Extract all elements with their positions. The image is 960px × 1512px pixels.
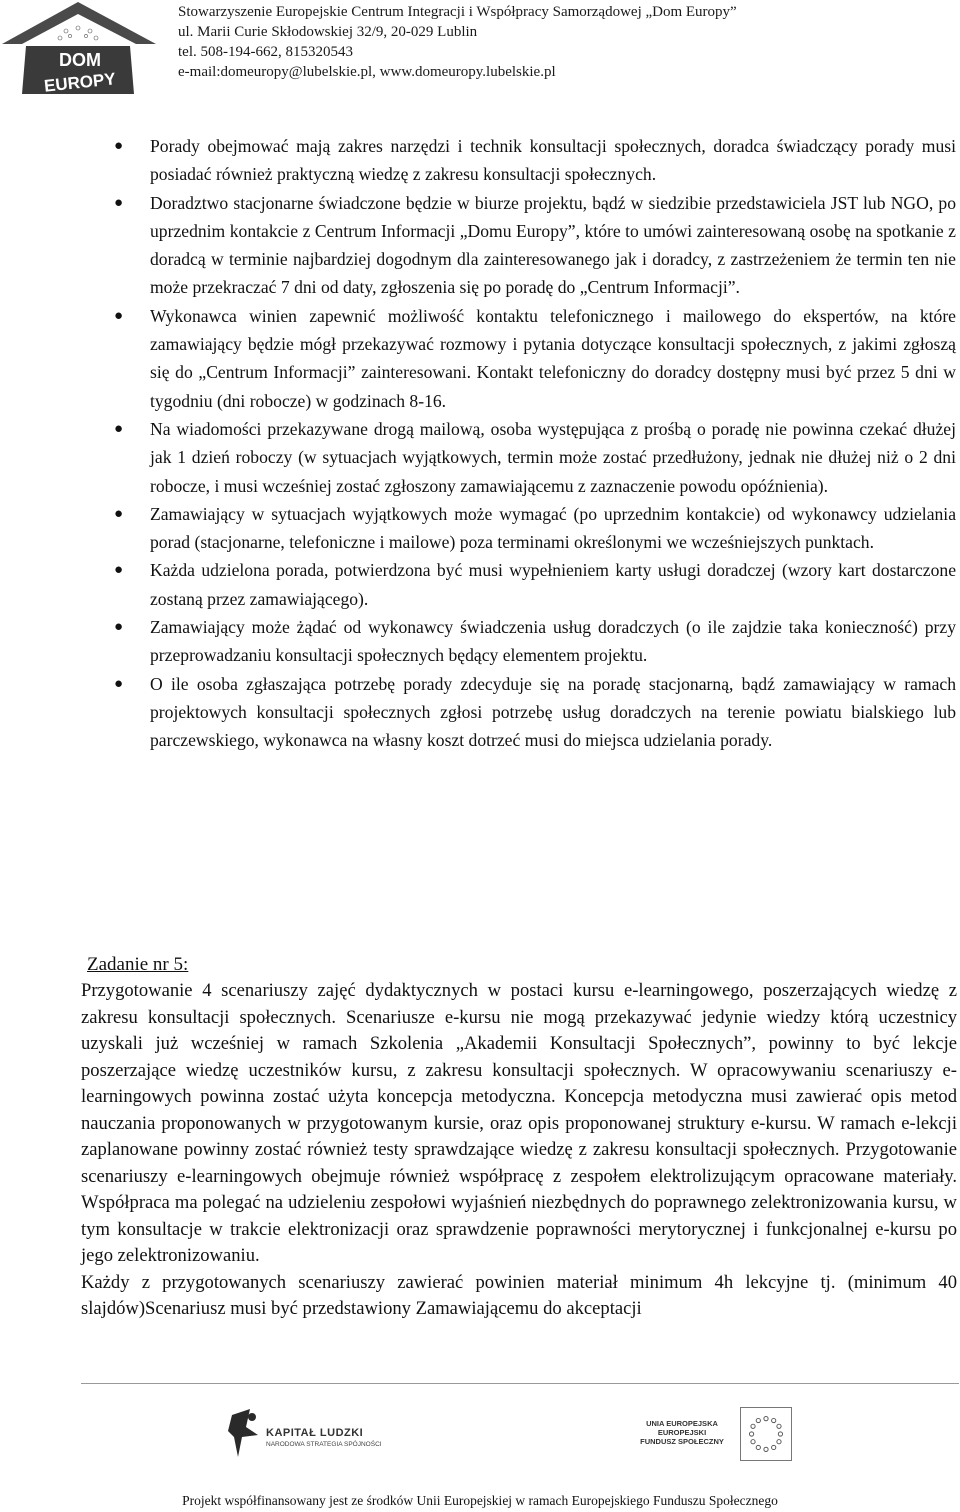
list-item: ● Zamawiający może żądać od wykonawcy świadczenia usług doradczych (o ile zajdzie taka konieczność) przy przeprowadzaniu konsultacji społecznych będący elementem projektu. bbox=[150, 613, 956, 670]
task-description: Przygotowanie 4 scenariuszy zajęć dydaktycznych w postaci kursu e-learningowego, poszerzających wiedzę z zakresu konsultacji społecznych. Scenariusze e-kursu nie mogą przekazywać jedynie wiedzy którą uczestnicy uzyskali już wcześniej w ramach Szkolenia „Akademii Konsultacji Społecznych”, powinny to być lekcje poszerzające wiedzę uczestników kursu, z zakresu konsultacji społecznych. W opracowywaniu scenariuszy e-learningowych powinna zostać użyta koncepcja metodyczna. Koncepcja metodyczna musi zawierać opis metod nauczania proponowanych w przygotowanym kursie, oraz opis proponowanej struktury e-kursu. W ramach e-lekcji zaplanowane powinny zostać również testy sprawdzające wiedzę z zakresu konsultacji społecznych. Przygotowanie scenariuszy e-learningowych obejmuje również współpracę z zespołem elektrolizującym opracowane materiały. Współpraca ma polegać na udzieleniu zespołowi wyjaśnień niezbędnych do poprawnego zelektronizowania kursu, w tym konsultacje w trakcie elektronizacji oraz sprawdzenie poprawności merytorycznej i funkcjonalnej e-kursu po jego zelektronizowaniu. bbox=[81, 980, 957, 1266]
task-title: Zadanie nr 5: bbox=[87, 954, 189, 975]
bullet-icon: ● bbox=[114, 420, 124, 437]
list-item: ● Każda udzielona porada, potwierdzona być musi wypełnieniem karty usługi doradczej (wzory kart dostarczone zostaną przez zamawiającego). bbox=[150, 556, 956, 613]
dom-europy-logo bbox=[0, 0, 160, 100]
eu-line-1: UNIA EUROPEJSKA bbox=[646, 1419, 718, 1428]
bullet-icon: ● bbox=[114, 562, 124, 579]
bullet-icon: ● bbox=[114, 138, 124, 154]
cofinancing-note: Projekt współfinansowany jest ze środków Unii Europejskiej w ramach Europejskiego Funduszu Społecznego bbox=[182, 1493, 778, 1508]
kapital-ludzki-name: KAPITAŁ LUDZKI bbox=[266, 1427, 364, 1439]
list-item: ● Porady obejmować mają zakres narzędzi i technik konsultacji społecznych, doradca świadczący porady musi posiadać również praktyczną wiedzę z zakresu konsultacji społecznych. bbox=[150, 132, 956, 189]
list-item: ● Doradztwo stacjonarne świadczone będzie w biurze projektu, bądź w siedzibie przedstawiciela JST lub NGO, po uprzednim kontakcie z Centrum Informacji „Domu Europy”, które to umówi zainteresowaną osobę na spotkanie z doradcą w terminie najbardziej dogodnym dla zainteresowanego jak i doradcy, z zastrzeżeniem że termin ten nie może przekraczać 7 dni od daty, zgłoszenia się po poradę do „Centrum Informacji”. bbox=[150, 189, 956, 302]
org-email-www: e-mail:domeuropy@lubelskie.pl, www.domeuropy.lubelskie.pl bbox=[178, 64, 556, 80]
kapital-ludzki-subtitle: NARODOWA STRATEGIA SPÓJNOŚCI bbox=[266, 1441, 382, 1448]
task-section bbox=[81, 952, 957, 1323]
eu-flag-icon bbox=[740, 1407, 792, 1461]
footer-logos bbox=[0, 1395, 960, 1485]
letterhead bbox=[0, 0, 960, 100]
bullet-icon: ● bbox=[114, 675, 124, 692]
list-item: ● Zamawiający w sytuacjach wyjątkowych może wymagać (po uprzednim kontakcie) od wykonawcy udzielania porad (stacjonarne, telefoniczne i mailowe) poza terminami określonymi we wcześniejszych punktach. bbox=[150, 500, 956, 557]
kapital-ludzki-logo bbox=[228, 1407, 388, 1467]
logo-text-dom: DOM bbox=[59, 50, 101, 70]
org-address: ul. Marii Curie Skłodowskiej 32/9, 20-029 Lublin bbox=[178, 24, 478, 40]
logo-text-europy: EUROPY bbox=[43, 69, 117, 96]
list-item: ● Wykonawca winien zapewnić możliwość kontaktu telefonicznego i mailowego do ekspertów, na które zamawiający będzie mógł przekazywać rozmowy i pytania dotyczące konsultacji społecznych, z jakimi zgłoszą się do „Centrum Informacji” zainteresowani. Kontakt telefoniczny do doradcy dostępny musi być przez 5 dni w tygodniu (dni robocze) w godzinach 8-16. bbox=[150, 302, 956, 415]
footer-divider bbox=[81, 1383, 959, 1384]
eu-line-2: EUROPEJSKI bbox=[657, 1428, 707, 1437]
organization-contact bbox=[178, 2, 958, 82]
list-item: ● O ile osoba zgłaszająca potrzebę porady zdecyduje się na poradę stacjonarną, bądź zamawiający w ramach projektowych konsultacji społecznych zgłosi potrzebę usług doradczych na terenie powiatu bialskiego lub parczewskiego, wykonawca na własny koszt dotrzeć musi do miejsca udzielania porady. bbox=[150, 670, 956, 755]
bullet-icon: ● bbox=[114, 194, 124, 211]
org-name: Stowarzyszenie Europejskie Centrum Integracji i Współpracy Samorządowej „Dom Europy” bbox=[178, 4, 737, 20]
bullet-icon: ● bbox=[114, 619, 124, 636]
requirements-list bbox=[114, 132, 956, 755]
kapital-ludzki-figure-icon bbox=[228, 1407, 262, 1459]
bullet-icon: ● bbox=[114, 307, 124, 324]
eu-line-3: FUNDUSZ SPOŁECZNY bbox=[640, 1437, 724, 1446]
list-item: ● Na wiadomości przekazywane drogą mailową, osoba występująca z prośbą o poradę nie powinna czekać dłużej jak 1 dzień roboczy (w sytuacjach wyjątkowych, termin może zostać przedłużony, jednak nie dłużej niż o 2 dni robocze, i musi wcześniej zostać zgłoszony zamawiającemu z zaznaczenie powodu opóźnienia). bbox=[150, 415, 956, 500]
bullet-icon: ● bbox=[114, 505, 124, 522]
org-phone: tel. 508-194-662, 815320543 bbox=[178, 44, 353, 60]
task-requirement: Każdy z przygotowanych scenariuszy zawierać powinien materiał minimum 4h lekcyjne tj. (minimum 40 slajdów)Scenariusz musi być przedstawiony Zamawiającemu do akceptacji bbox=[81, 1271, 957, 1319]
eu-text bbox=[630, 1419, 734, 1446]
eu-logo bbox=[630, 1405, 790, 1475]
